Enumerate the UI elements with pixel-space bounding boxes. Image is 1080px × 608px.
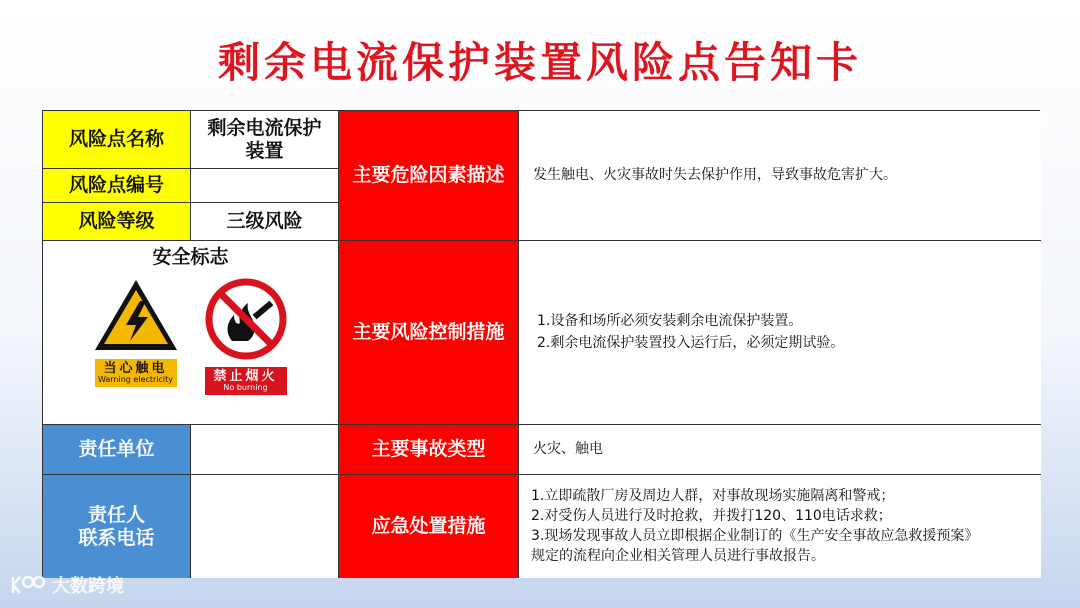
accident-type-label: 主要事故类型 (339, 425, 519, 475)
electric-warning-icon (92, 277, 180, 353)
risk-name-value (191, 111, 339, 169)
sign-electric-warning (92, 277, 180, 387)
emergency-label: 应急处置措施 (339, 475, 519, 578)
hazard-description (519, 111, 1041, 241)
sign-no-burning-cn: 禁止烟火 (213, 368, 278, 384)
watermark-logo (10, 572, 124, 598)
sign-electric-cn: 当心触电 (103, 360, 168, 376)
risk-level-label: 风险等级 (43, 203, 191, 241)
responsible-unit-value (191, 425, 339, 475)
safety-signs-title: 安全标志 (152, 246, 229, 268)
brand-logo-icon (10, 574, 46, 596)
accident-type-text: 火灾、触电 (533, 441, 603, 458)
emergency-item-4: 规定的流程向企业相关管理人员进行事故报告。 (531, 547, 825, 564)
sign-electric-label (95, 359, 177, 387)
control-item-2: 2.剩余电流保护装置投入运行后，必须定期试验。 (537, 335, 845, 351)
emergency-item-1: 1.立即疏散厂房及周边人群，对事故现场实施隔离和警戒； (531, 488, 895, 505)
sign-no-burning-label (205, 367, 287, 395)
responsible-person-line2: 联系电话 (78, 526, 155, 549)
risk-name-text: 剩余电流保护装置 (207, 116, 322, 162)
risk-card (42, 110, 1040, 577)
page-title: 剩余电流保护装置风险点告知卡 (217, 38, 862, 87)
sign-electric-en: Warning electricity (97, 374, 174, 384)
control-label: 主要风险控制措施 (339, 241, 519, 425)
hazard-label: 主要危险因素描述 (339, 111, 519, 241)
emergency-item-3: 3.现场发现事故人员立即根据企业制订的《生产安全事故应急救援预案》 (531, 528, 979, 544)
responsible-person-label (43, 475, 191, 578)
risk-name-label: 风险点名称 (43, 111, 191, 169)
risk-code-label: 风险点编号 (43, 169, 191, 203)
hazard-text: 发生触电、火灾事故时失去保护作用，导致事故危害扩大。 (533, 167, 897, 184)
responsible-unit-label: 责任单位 (43, 425, 191, 475)
responsible-person-line1: 责任人 (87, 503, 145, 526)
safety-signs-panel (43, 241, 339, 425)
accident-type-value (519, 425, 1041, 475)
responsible-person-value (191, 475, 339, 578)
no-burning-icon (202, 277, 290, 361)
sign-no-burning-en: No burning (223, 382, 268, 392)
sign-no-burning (202, 277, 290, 395)
risk-level-value: 三级风险 (191, 203, 339, 241)
watermark-text: 大数跨境 (52, 576, 124, 597)
risk-code-value (191, 169, 339, 203)
emergency-measures (519, 475, 1041, 578)
control-item-1: 1.设备和场所必须安装剩余电流保护装置。 (537, 313, 803, 330)
control-measures (519, 241, 1041, 425)
emergency-item-2: 2.对受伤人员进行及时抢救，并拨打120、110电话求救； (531, 508, 892, 525)
